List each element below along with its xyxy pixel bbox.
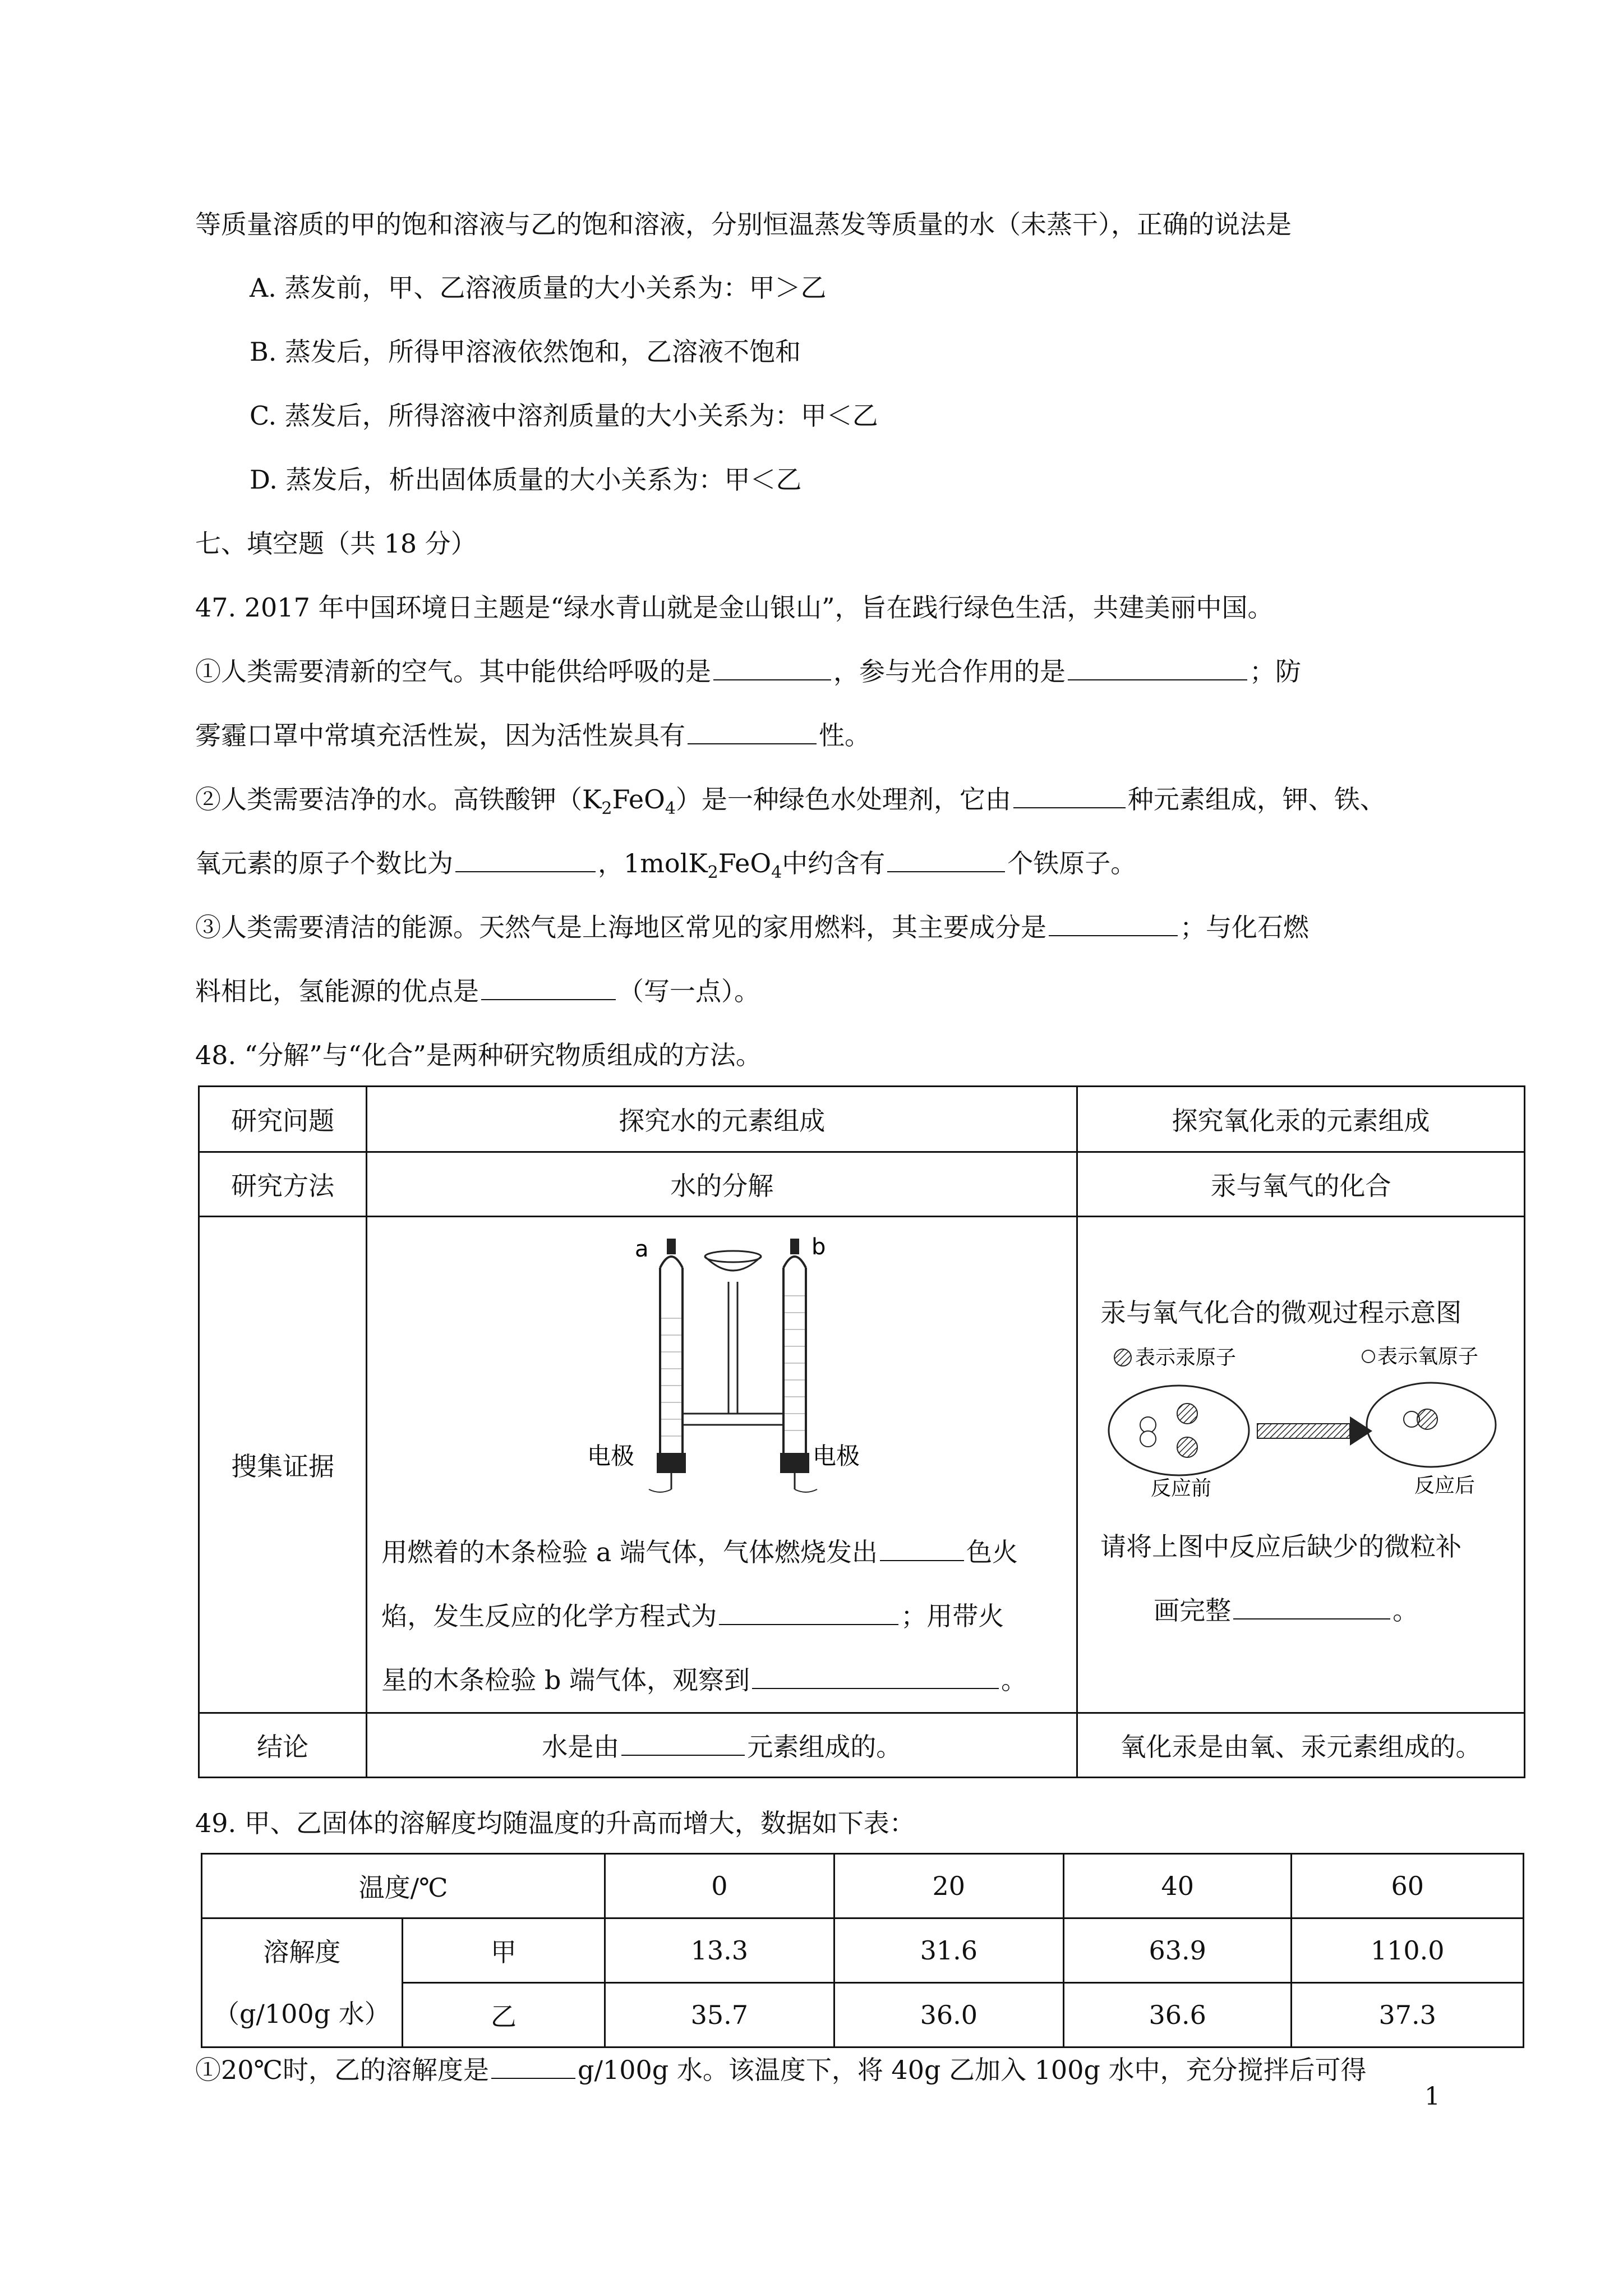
- answer-blank[interactable]: [688, 719, 817, 744]
- table-cell: [202, 1918, 403, 2047]
- table-cell: [367, 1713, 1077, 1778]
- q47-intro: 47. 2017 年中国环境日主题是“绿水青山就是金山银山”，旨在践行绿色生活，共建美丽中国。: [195, 592, 1274, 623]
- answer-blank[interactable]: [880, 1535, 964, 1561]
- table-cell: 研究方法: [199, 1152, 367, 1217]
- table-cell: 20: [834, 1854, 1063, 1918]
- q47-text: ，参与光合作用的是: [833, 656, 1066, 687]
- q47-line-4: [195, 846, 1136, 890]
- electrode-label-left: 电极: [587, 1442, 635, 1470]
- table-cell: 40: [1064, 1854, 1292, 1918]
- table-cell: 研究问题: [199, 1087, 367, 1152]
- table-cell: 0: [605, 1854, 834, 1918]
- text: 溶解度: [263, 1936, 341, 1967]
- text: ；用带火: [901, 1601, 1004, 1631]
- table-cell: 汞与氧气的化合: [1077, 1152, 1525, 1217]
- q46-option-a: A. 蒸发前，甲、乙溶液质量的大小关系为：甲＞乙: [250, 273, 827, 303]
- q47-text: ；防: [1249, 656, 1301, 687]
- table-cell: 乙: [402, 1983, 605, 2047]
- q46-stem: 等质量溶质的甲的饱和溶液与乙的饱和溶液，分别恒温蒸发等质量的水（未蒸干），正确的说法是: [195, 209, 1292, 240]
- text: 。: [1000, 1665, 1027, 1695]
- q46-option-d: D. 蒸发后，析出固体质量的大小关系为：甲＜乙: [250, 464, 802, 495]
- q47-text: 氧元素的原子个数比为: [195, 848, 453, 878]
- label-after: 反应后: [1414, 1474, 1476, 1497]
- table-cell: 37.3: [1292, 1983, 1524, 2047]
- table-cell: 探究水的元素组成: [367, 1087, 1077, 1152]
- q47-text: ②人类需要洁净的水。高铁酸钾（K: [195, 784, 602, 815]
- answer-blank[interactable]: [1233, 1594, 1390, 1619]
- water-question-text: [367, 1520, 1076, 1712]
- electrode-label-right: 电极: [813, 1442, 860, 1470]
- legend-o: 表示氧原子: [1377, 1345, 1479, 1368]
- hg-evidence-cell: [1077, 1217, 1525, 1713]
- label-before: 反应前: [1151, 1477, 1212, 1500]
- answer-blank[interactable]: [481, 974, 616, 1000]
- water-evidence-cell: [367, 1217, 1077, 1713]
- table-cell: 探究氧化汞的元素组成: [1077, 1087, 1525, 1152]
- q47-line-1: [195, 655, 1301, 688]
- q47-line-6: [195, 974, 760, 1008]
- answer-blank[interactable]: [621, 1730, 745, 1756]
- q49-sub1: [195, 2053, 1367, 2087]
- q47-text: ）是一种绿色水处理剂，它由: [675, 784, 1011, 815]
- q48-table: [198, 1085, 1525, 1778]
- answer-blank[interactable]: [1049, 910, 1178, 936]
- text: 请将上图中反应后缺少的微粒补: [1100, 1531, 1462, 1562]
- text: 画完整: [1154, 1595, 1232, 1626]
- text: 星的木条检验 b 端气体，观察到: [381, 1665, 750, 1695]
- table-cell: 水的分解: [367, 1152, 1077, 1217]
- q47-text: 料相比，氢能源的优点是: [195, 976, 479, 1006]
- q47-text: ；与化石燃: [1180, 912, 1309, 942]
- table-cell: 36.6: [1064, 1983, 1292, 2047]
- answer-blank[interactable]: [491, 2053, 575, 2079]
- table-cell: 35.7: [605, 1983, 834, 2047]
- table-cell: 13.3: [605, 1918, 834, 1983]
- answer-blank[interactable]: [713, 655, 831, 680]
- text: 水是由: [542, 1732, 620, 1762]
- q48-intro: 48. “分解”与“化合”是两种研究物质组成的方法。: [195, 1040, 762, 1070]
- electrolysis-apparatus: [582, 1234, 862, 1498]
- page-number: 1: [1424, 2082, 1440, 2111]
- q47-text: ，1molK: [598, 848, 708, 878]
- q47-text: 个铁原子。: [1007, 848, 1137, 878]
- subscript: 2: [601, 799, 612, 819]
- q49-intro: 49. 甲、乙固体的溶解度均随温度的升高而增大，数据如下表：: [195, 1808, 915, 1838]
- table-cell: 结论: [199, 1713, 367, 1778]
- subscript: 4: [771, 863, 782, 883]
- q46-option-b: B. 蒸发后，所得甲溶液依然饱和，乙溶液不饱和: [250, 337, 801, 367]
- q47-line-2: [195, 719, 870, 752]
- q47-text: ③人类需要清洁的能源。天然气是上海地区常见的家用燃料，其主要成分是: [195, 912, 1046, 942]
- text: g/100g 水。该温度下，将 40g 乙加入 100g 水中，充分搅拌后可得: [578, 2055, 1367, 2085]
- answer-blank[interactable]: [752, 1663, 999, 1689]
- table-cell: 搜集证据: [199, 1217, 367, 1713]
- answer-blank[interactable]: [1068, 655, 1247, 680]
- hg-micro-diagram: [1100, 1341, 1504, 1503]
- answer-blank[interactable]: [719, 1599, 898, 1625]
- q49-table: [201, 1853, 1524, 2048]
- table-cell: 温度/℃: [202, 1854, 605, 1918]
- answer-blank[interactable]: [1013, 783, 1126, 808]
- label-b: b: [811, 1234, 826, 1260]
- subscript: 4: [665, 799, 676, 819]
- hg-question-text: [1100, 1515, 1524, 1642]
- reaction-arrow: [1257, 1424, 1350, 1438]
- q47-text: 种元素组成，钾、铁、: [1127, 784, 1386, 815]
- legend-hg: 表示汞原子: [1135, 1346, 1237, 1369]
- table-cell: 36.0: [834, 1983, 1063, 2047]
- q47-text: FeO: [612, 784, 665, 815]
- text: （g/100g 水）: [213, 1998, 390, 2029]
- text: 焰，发生反应的化学方程式为: [381, 1601, 717, 1631]
- table-cell: 氧化汞是由氧、汞元素组成的。: [1077, 1713, 1525, 1778]
- text: 色火: [966, 1537, 1018, 1567]
- q47-text: 中约含有: [782, 848, 886, 878]
- o-atom-legend: [1362, 1350, 1375, 1363]
- label-a: a: [635, 1236, 649, 1262]
- table-cell: 甲: [402, 1918, 605, 1983]
- q47-text: FeO: [718, 848, 772, 878]
- subscript: 2: [707, 863, 718, 883]
- table-cell: 110.0: [1292, 1918, 1524, 1983]
- section-heading: 七、填空题（共 18 分）: [195, 528, 477, 559]
- answer-blank[interactable]: [455, 846, 596, 872]
- q47-text: （写一点）。: [618, 976, 760, 1006]
- q47-line-5: [195, 910, 1309, 944]
- hg-diagram-title: 汞与氧气化合的微观过程示意图: [1100, 1297, 1462, 1328]
- q47-line-3: [195, 783, 1386, 826]
- text: 元素组成的。: [747, 1732, 902, 1762]
- text: 。: [1393, 1595, 1419, 1626]
- q47-text: 性。: [819, 720, 870, 751]
- table-cell: 31.6: [834, 1918, 1063, 1983]
- table-cell: 60: [1292, 1854, 1524, 1918]
- text: ①20℃时，乙的溶解度是: [195, 2055, 489, 2085]
- q47-text: ①人类需要清新的空气。其中能供给呼吸的是: [195, 656, 711, 687]
- q46-option-c: C. 蒸发后，所得溶液中溶剂质量的大小关系为：甲＜乙: [250, 401, 878, 431]
- hg-atom-legend: [1114, 1349, 1131, 1366]
- text: 用燃着的木条检验 a 端气体，气体燃烧发出: [381, 1537, 878, 1567]
- table-cell: 63.9: [1064, 1918, 1292, 1983]
- answer-blank[interactable]: [887, 846, 1005, 872]
- q47-text: 雾霾口罩中常填充活性炭，因为活性炭具有: [195, 720, 685, 751]
